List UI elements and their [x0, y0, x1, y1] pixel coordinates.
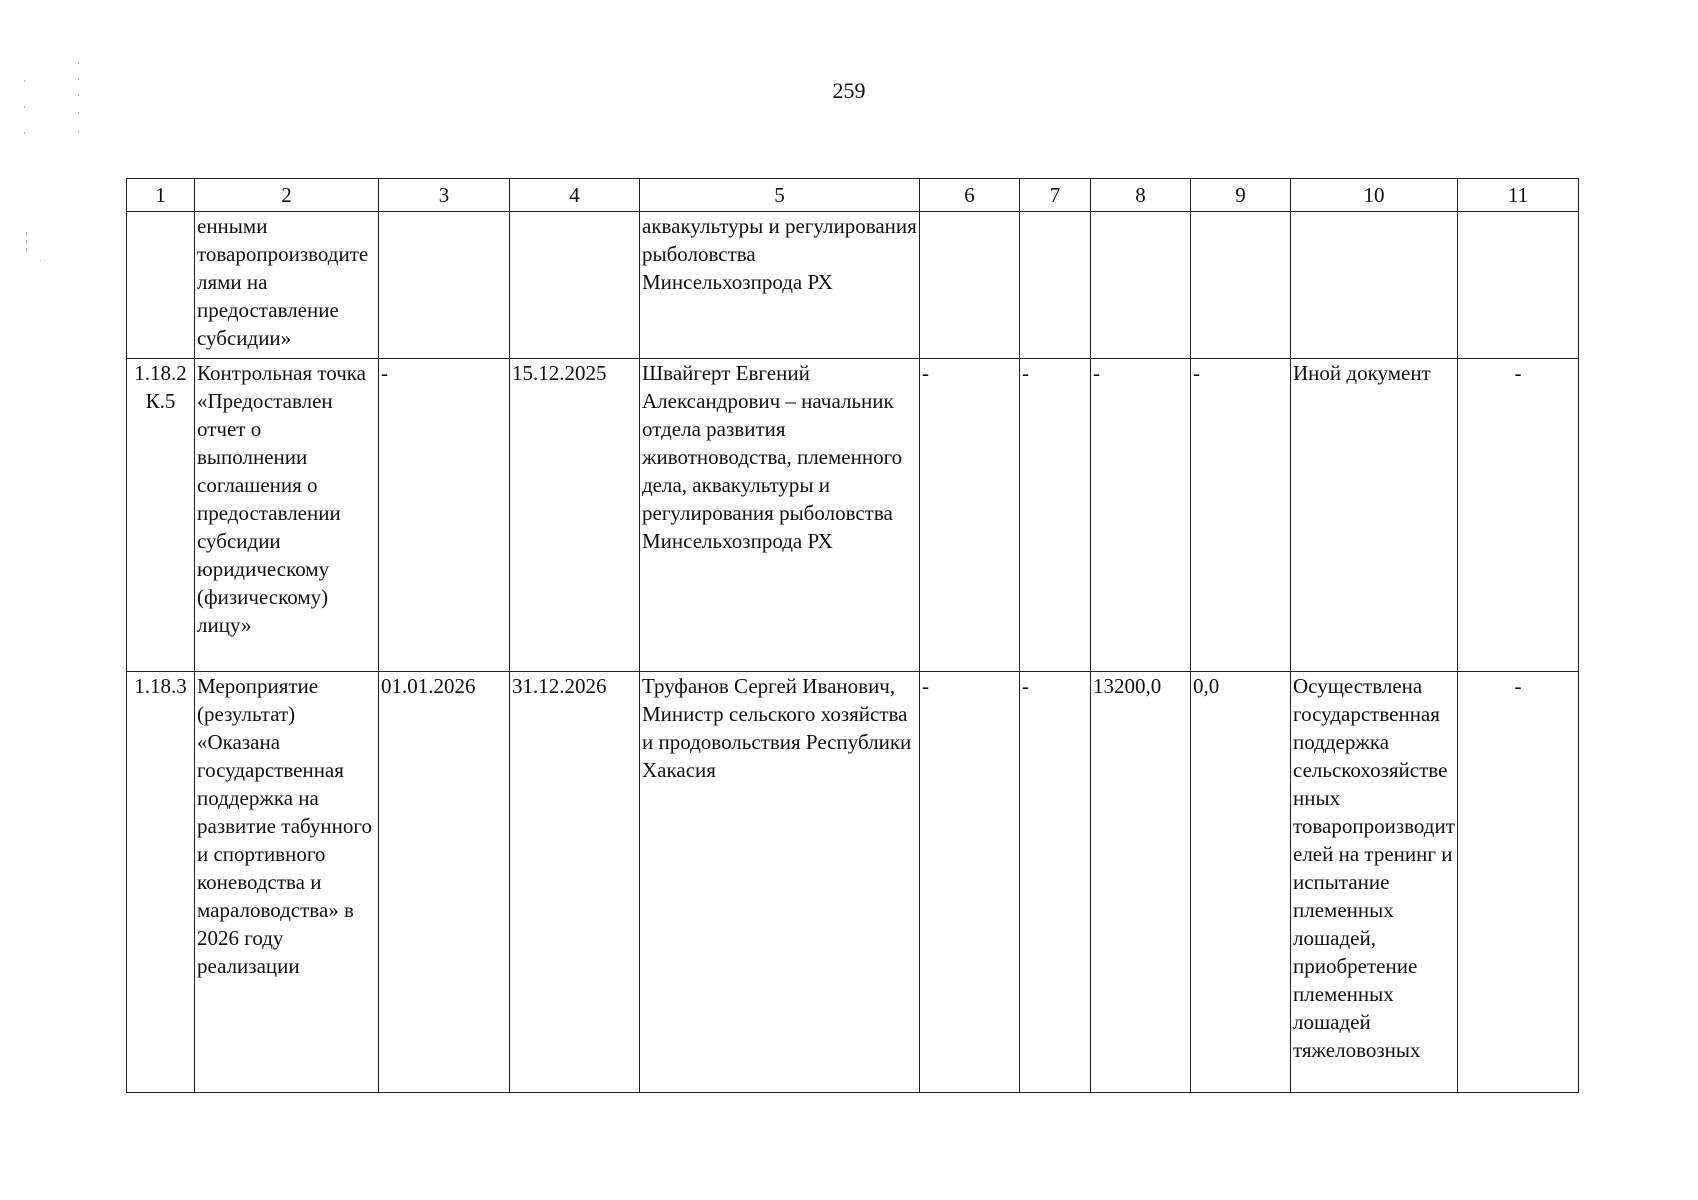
- cell-col-7: [1020, 212, 1091, 359]
- cell-col-9: 0,0: [1191, 672, 1291, 1093]
- cell-col-9: -: [1191, 359, 1291, 672]
- responsible-person: Труфанов Сергей Иванович, Министр сельского хозяйства и продовольствия Республики Хакасия: [640, 672, 920, 1093]
- cell-col-8: 13200,0: [1091, 672, 1191, 1093]
- header-row: [127, 179, 1579, 212]
- column-header-7: 7: [1020, 179, 1091, 212]
- start-date: 01.01.2026: [379, 672, 510, 1093]
- start-date: -: [379, 359, 510, 672]
- table-row: [127, 212, 1579, 359]
- result-description: [1291, 212, 1458, 359]
- column-header-11: 11: [1458, 179, 1579, 212]
- page-number: 259: [832, 78, 866, 103]
- cell-col-6: [920, 212, 1020, 359]
- cell-col-6: -: [920, 359, 1020, 672]
- column-header-2: 2: [195, 179, 379, 212]
- cell-col-6: -: [920, 672, 1020, 1093]
- responsible-person: аквакультуры и регулирования рыболовства Минсельхозпрода РХ: [640, 212, 920, 359]
- row-number: [127, 212, 195, 359]
- column-header-3: 3: [379, 179, 510, 212]
- end-date: [510, 212, 640, 359]
- table-row: [127, 672, 1579, 1093]
- result-description: Иной документ: [1291, 359, 1458, 672]
- cell-col-11: [1458, 212, 1579, 359]
- end-date: 31.12.2026: [510, 672, 640, 1093]
- column-header-6: 6: [920, 179, 1020, 212]
- cell-col-8: -: [1091, 359, 1191, 672]
- plan-table: [126, 178, 1579, 1093]
- table-row: [127, 359, 1579, 672]
- result-description: Осуществлена государственная поддержка сельскохозяйственных товаропроизводителей на тренинг и испытание племенных лошадей, приобретение племенных лошадей тяжеловозных: [1291, 672, 1458, 1093]
- cell-col-7: -: [1020, 359, 1091, 672]
- column-header-5: 5: [640, 179, 920, 212]
- responsible-person: Швайгерт Евгений Александрович – начальник отдела развития животноводства, племенного дела, аквакультуры и регулирования рыболовства Минсельхозпрода РХ: [640, 359, 920, 672]
- cell-col-11: -: [1458, 359, 1579, 672]
- item-name: енными товаропроизводителями на предоставление субсидии»: [195, 212, 379, 359]
- end-date: 15.12.2025: [510, 359, 640, 672]
- item-name: Контрольная точка «Предоставлен отчет о выполнении соглашения о предоставлении субсидии юридическому (физическому) лицу»: [195, 359, 379, 672]
- cell-col-9: [1191, 212, 1291, 359]
- cell-col-11: -: [1458, 672, 1579, 1093]
- column-header-4: 4: [510, 179, 640, 212]
- column-header-9: 9: [1191, 179, 1291, 212]
- column-header-8: 8: [1091, 179, 1191, 212]
- scan-margin-marks: [20, 60, 100, 280]
- cell-col-8: [1091, 212, 1191, 359]
- item-name: Мероприятие (результат) «Оказана государственная поддержка на развитие табунного и спортивного коневодства и мараловодства» в 2026 году реализации: [195, 672, 379, 1093]
- column-header-1: 1: [127, 179, 195, 212]
- start-date: [379, 212, 510, 359]
- column-header-10: 10: [1291, 179, 1458, 212]
- cell-col-7: -: [1020, 672, 1091, 1093]
- row-number: 1.18.3: [127, 672, 195, 1093]
- row-number: 1.18.2 К.5: [127, 359, 195, 672]
